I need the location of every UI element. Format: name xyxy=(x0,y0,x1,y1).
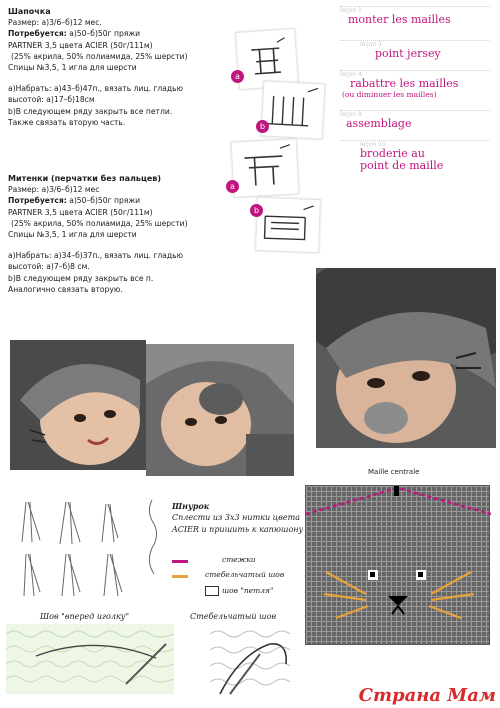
baby-photo-large-image xyxy=(316,268,496,448)
step-tag-a-1: a xyxy=(231,70,244,83)
legend-swatch-stem xyxy=(172,575,188,578)
mittens-title: Митенки (перчатки без пальцев) xyxy=(8,174,162,183)
stem-stitch-illustration xyxy=(200,624,300,700)
bind-off-diagram-icon xyxy=(232,139,299,196)
legend-loop-stitch: шов "петля" xyxy=(222,586,274,595)
maille-centrale-label: Maille centrale xyxy=(368,468,420,476)
running-stitch-illustration xyxy=(6,624,174,694)
hat-yarn: PARTNER 3,5 цвета ACIER (50г/111м) xyxy=(8,40,153,50)
cord-title: Шнурок xyxy=(172,501,210,511)
lesson-3 xyxy=(340,40,490,60)
lesson-9 xyxy=(340,110,490,130)
mittens-needles: Спицы №3,5, 1 игла для шерсти xyxy=(8,230,137,240)
lesson-3-label: point jersey xyxy=(375,47,441,60)
jersey-stitch-diagram-icon xyxy=(262,81,325,138)
hat-composition: (25% акрила, 50% полиамида, 25% шерсти) xyxy=(11,51,188,61)
mittens-instructions xyxy=(8,173,233,295)
hat-size: Размер: а)3/6–б)12 мес. xyxy=(8,18,102,28)
cord-line-2: ACIER и пришить к капюшону xyxy=(172,525,304,534)
running-stitch-label: Шов "вперед иголку" xyxy=(40,612,130,621)
lesson-9-num: leçon 9 xyxy=(340,111,362,118)
legend-stitches: стежки xyxy=(222,555,256,564)
running-stitch-icon xyxy=(6,624,174,694)
hat-step-b2: Также связать вторую часть. xyxy=(8,117,126,127)
legend-swatch-stitches xyxy=(172,560,188,563)
lesson-10 xyxy=(340,140,490,172)
mittens-req-label: Потребуется: xyxy=(8,196,67,206)
mittens-req-value: а)50–б)50г пряжи xyxy=(66,196,141,206)
stem-stitch-icon xyxy=(200,624,300,700)
step-tag-b-2: b xyxy=(250,204,263,217)
lesson-1 xyxy=(340,6,490,26)
lesson-4-num: leçon 4 xyxy=(340,71,362,78)
lesson-10-label: broderie au point de maille xyxy=(360,147,444,172)
cat-face-chart-icon xyxy=(306,486,491,646)
braid-steps-icon xyxy=(10,492,170,604)
cord-line-1: Сплести из 3х3 нитки цвета xyxy=(172,513,300,522)
mittens-step-b2: Аналогично связать вторую. xyxy=(8,284,123,294)
lesson-4-sub: (ou diminuer les mailles) xyxy=(342,90,437,99)
mittens-step-a2: высотой: а)7–б)8 см. xyxy=(8,262,90,272)
mittens-requirements xyxy=(8,195,233,206)
step-tag-b-1: b xyxy=(256,120,269,133)
step-tag-a-2: a xyxy=(226,180,239,193)
mittens-step-b1: b)В следующем ряду закрыть все п. xyxy=(8,273,154,283)
baby-photo-left xyxy=(10,340,146,470)
lesson-10-num: leçon 10 xyxy=(360,141,386,148)
hat-instructions xyxy=(8,6,233,128)
assembly-diagram-icon xyxy=(256,198,320,252)
mittens-yarn: PARTNER 3,5 цвета ACIER (50г/111м) xyxy=(8,207,153,217)
stem-stitch-label: Стебельчатый шов xyxy=(190,612,277,621)
hat-requirements xyxy=(8,28,233,39)
hat-title: Шапочка xyxy=(8,7,51,16)
hat-req-value: а)50–б)50г пряжи xyxy=(66,29,141,39)
lesson-3-num: leçon 3 xyxy=(360,41,382,48)
cord-illustration xyxy=(10,492,170,604)
embroidery-chart-grid xyxy=(305,485,490,645)
lesson-4 xyxy=(340,70,490,99)
step-card-4 xyxy=(255,197,321,253)
hat-needles: Спицы №3,5, 1 игла для шерсти xyxy=(8,63,137,73)
mittens-step-a1: а)Набрать: а)34–б)37п., вязать лиц. гладью xyxy=(8,251,184,261)
mittens-composition: (25% акрила, 50% полиамида, 25% шерсти) xyxy=(11,218,188,228)
legend-swatch-loop xyxy=(205,586,219,596)
hat-req-label: Потребуется: xyxy=(8,29,67,39)
hat-step-b1: b)В следующем ряду закрыть все петли. xyxy=(8,106,173,116)
lesson-9-label: assemblage xyxy=(346,117,412,130)
step-card-3 xyxy=(231,138,300,197)
lesson-1-num: leçon 1 xyxy=(340,7,362,14)
lesson-1-label: monter les mailles xyxy=(348,13,451,26)
mittens-size: Размер: а)3/6–б)12 мес xyxy=(8,185,100,195)
lesson-4-label: rabattre les mailles xyxy=(350,77,459,90)
cord-text xyxy=(172,500,312,536)
step-card-2 xyxy=(261,80,326,139)
site-watermark: Страна Мам xyxy=(358,685,496,706)
hat-step-a1: а)Набрать: а)43–б)47п., вязать лиц. гладью xyxy=(8,84,184,94)
baby-photo-middle xyxy=(146,344,294,476)
baby-photo-left-image xyxy=(10,340,146,470)
baby-photo-middle-image xyxy=(146,344,294,476)
hat-step-a2: высотой: а)17–б)18см xyxy=(8,95,95,105)
legend-stem-stitch: стебельчатый шов xyxy=(205,570,285,579)
baby-photo-large xyxy=(316,268,496,448)
